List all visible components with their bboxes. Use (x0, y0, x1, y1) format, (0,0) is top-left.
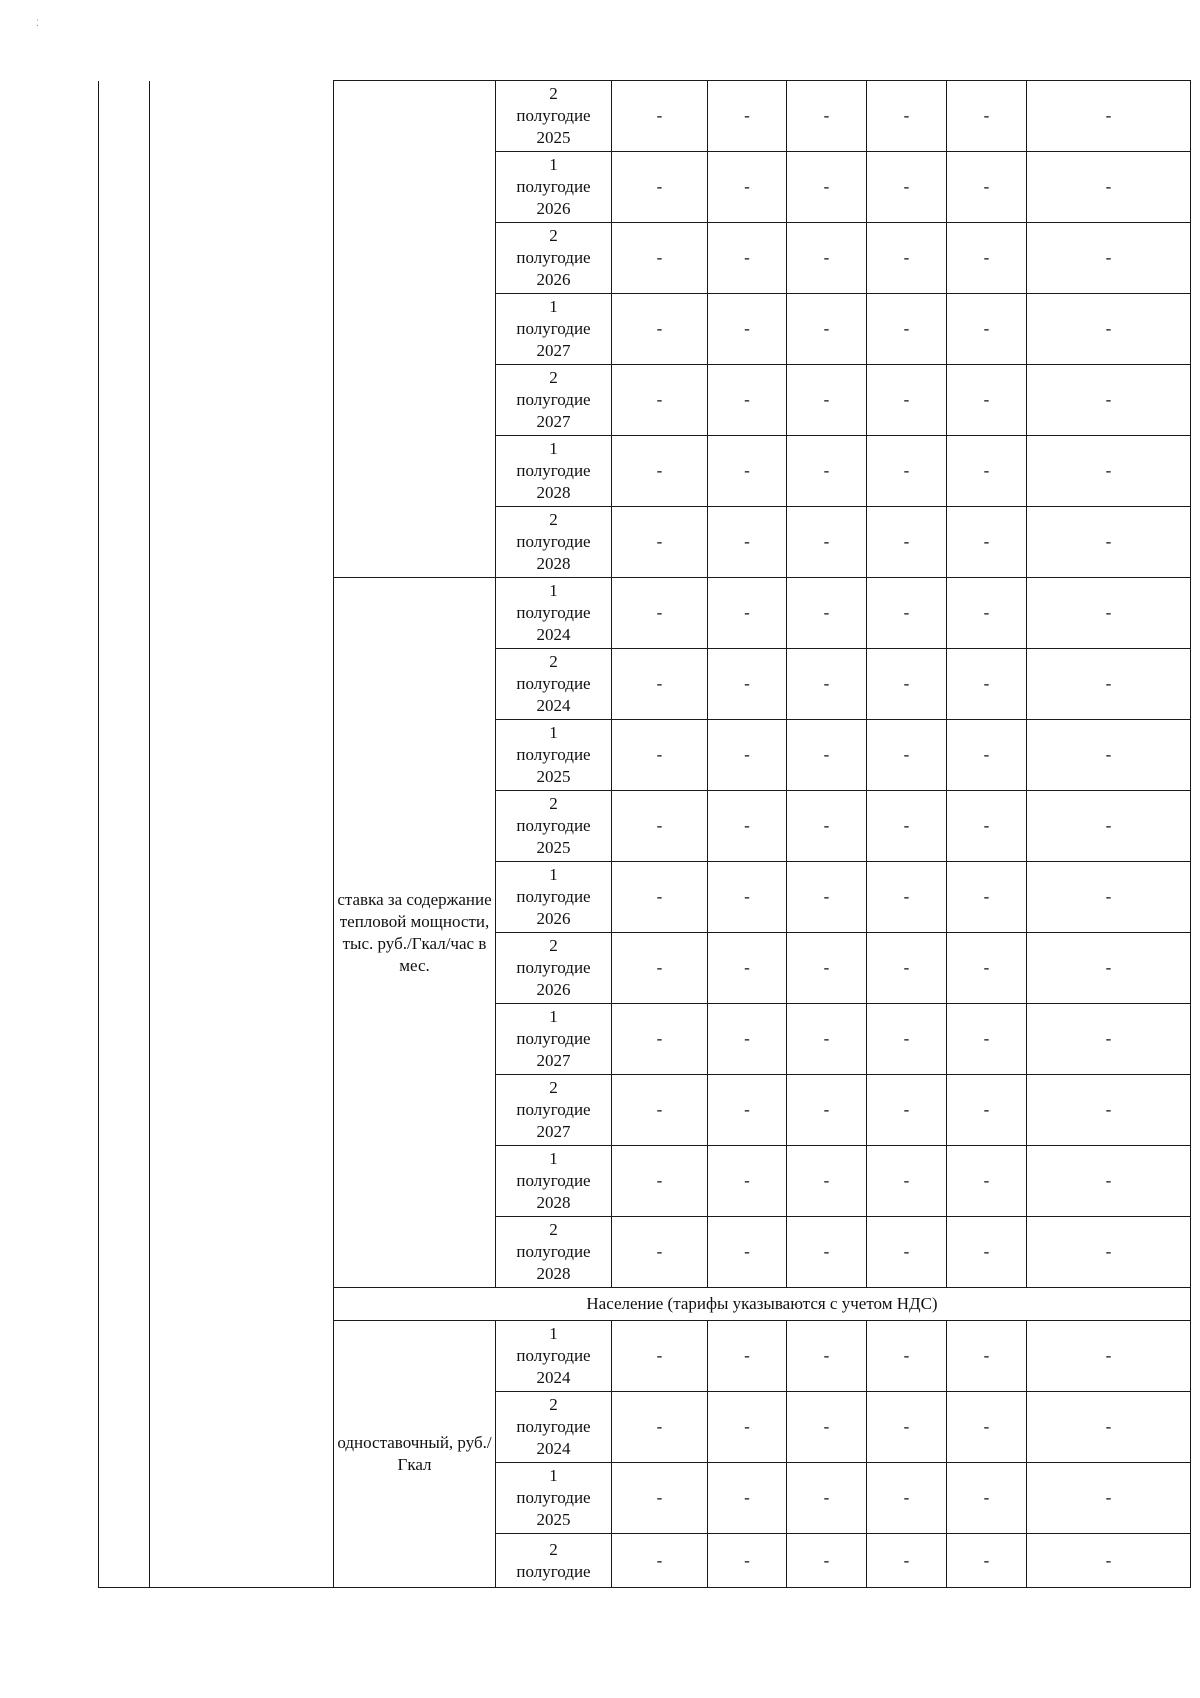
value-cell: - (612, 649, 708, 720)
period-year: 2026 (536, 909, 571, 928)
period-label: полугодие (516, 1029, 591, 1048)
period-num: 1 (549, 1324, 558, 1343)
value-cell: - (1027, 81, 1191, 152)
period-num: 2 (549, 84, 558, 103)
period-cell (496, 649, 612, 720)
value-cell: - (1027, 933, 1191, 1004)
value-cell: - (787, 294, 867, 365)
value-cell: - (1027, 862, 1191, 933)
period-year: 2025 (536, 128, 571, 147)
value-cell: - (1027, 1534, 1191, 1588)
value-cell: - (867, 1217, 947, 1288)
period-num: 2 (549, 1539, 558, 1559)
period-label: полугодие (516, 1346, 591, 1365)
value-cell: - (708, 933, 787, 1004)
value-cell: - (787, 1075, 867, 1146)
value-cell: - (947, 223, 1027, 294)
period-label: полугодие (516, 177, 591, 196)
parameter-cell: ставка за содержание тепловой мощности, тыс. руб./Гкал/час в мес. (334, 578, 496, 1288)
value-cell: - (947, 578, 1027, 649)
value-cell: - (612, 578, 708, 649)
value-cell: - (612, 720, 708, 791)
value-cell: - (867, 294, 947, 365)
period-year: 2028 (536, 1193, 571, 1212)
period-cell (496, 81, 612, 152)
value-cell: - (947, 152, 1027, 223)
tariff-table (98, 80, 1191, 1588)
value-cell: - (1027, 1217, 1191, 1288)
period-year: 2025 (536, 767, 571, 786)
value-cell: - (612, 436, 708, 507)
value-cell: - (708, 81, 787, 152)
period-label: полугодие (516, 1171, 591, 1190)
value-cell: - (787, 223, 867, 294)
value-cell: - (612, 1146, 708, 1217)
value-cell: - (1027, 294, 1191, 365)
period-label: полугодие (516, 106, 591, 125)
period-cell (496, 933, 612, 1004)
period-label: полугодие (516, 887, 591, 906)
value-cell: - (1027, 578, 1191, 649)
value-cell: - (787, 578, 867, 649)
period-year: 2028 (536, 483, 571, 502)
period-num: 1 (549, 723, 558, 742)
period-cell (496, 152, 612, 223)
value-cell: - (867, 1004, 947, 1075)
period-label: полугодие (516, 1417, 591, 1436)
value-cell: - (1027, 791, 1191, 862)
period-num: 2 (549, 510, 558, 529)
value-cell: - (867, 1075, 947, 1146)
value-cell: - (787, 1534, 867, 1588)
value-cell: - (947, 933, 1027, 1004)
value-cell: - (708, 578, 787, 649)
period-year: 2026 (536, 199, 571, 218)
value-cell: - (947, 1075, 1027, 1146)
name-column (150, 81, 334, 1588)
value-cell: - (708, 436, 787, 507)
period-num: 2 (549, 1220, 558, 1239)
period-num: 2 (549, 226, 558, 245)
value-cell: - (947, 1004, 1027, 1075)
value-cell: - (708, 1075, 787, 1146)
value-cell: - (1027, 1004, 1191, 1075)
value-cell: - (1027, 720, 1191, 791)
value-cell: - (612, 1217, 708, 1288)
value-cell: - (612, 294, 708, 365)
period-cell (496, 1392, 612, 1463)
value-cell: - (708, 223, 787, 294)
period-num: 2 (549, 368, 558, 387)
value-cell: - (947, 1534, 1027, 1588)
period-year: 2025 (536, 838, 571, 857)
period-year: 2024 (536, 696, 571, 715)
period-label: полугодие (516, 1100, 591, 1119)
value-cell: - (947, 1463, 1027, 1534)
value-cell: - (708, 720, 787, 791)
period-label: полугодие (516, 816, 591, 835)
period-cell (496, 862, 612, 933)
table-row (99, 81, 1191, 152)
value-cell: - (708, 1463, 787, 1534)
period-label: полугодие (516, 1242, 591, 1261)
value-cell: - (612, 1463, 708, 1534)
period-year: 2024 (536, 1439, 571, 1458)
value-cell: - (1027, 1146, 1191, 1217)
value-cell: - (787, 862, 867, 933)
period-cell (496, 1075, 612, 1146)
period-cell (496, 1321, 612, 1392)
value-cell: - (947, 1217, 1027, 1288)
period-cell (496, 720, 612, 791)
value-cell: - (1027, 1075, 1191, 1146)
value-cell: - (1027, 1392, 1191, 1463)
value-cell: - (787, 436, 867, 507)
period-year: 2027 (536, 412, 571, 431)
value-cell: - (708, 1004, 787, 1075)
value-cell: - (612, 1004, 708, 1075)
period-num: 2 (549, 652, 558, 671)
period-num: 2 (549, 936, 558, 955)
period-cell (496, 507, 612, 578)
value-cell: - (612, 1075, 708, 1146)
value-cell: - (867, 791, 947, 862)
value-cell: - (787, 649, 867, 720)
value-cell: - (867, 933, 947, 1004)
value-cell: - (947, 862, 1027, 933)
value-cell: - (787, 1217, 867, 1288)
period-year: 2027 (536, 1051, 571, 1070)
value-cell: - (787, 1321, 867, 1392)
period-cell (496, 1463, 612, 1534)
value-cell: - (787, 1146, 867, 1217)
value-cell: - (708, 791, 787, 862)
section-title: Население (тарифы указываются с учетом НДС) (334, 1288, 1191, 1321)
value-cell: - (947, 81, 1027, 152)
value-cell: - (612, 862, 708, 933)
value-cell: - (1027, 223, 1191, 294)
period-year: 2026 (536, 270, 571, 289)
value-cell: - (708, 1146, 787, 1217)
period-num: 2 (549, 1078, 558, 1097)
value-cell: - (1027, 1321, 1191, 1392)
value-cell: - (708, 1534, 787, 1588)
period-num: 1 (549, 155, 558, 174)
value-cell: - (612, 507, 708, 578)
period-num: 1 (549, 1466, 558, 1485)
value-cell: - (787, 1004, 867, 1075)
value-cell: - (947, 649, 1027, 720)
period-num: 1 (549, 297, 558, 316)
period-year: 2028 (536, 1264, 571, 1283)
value-cell: - (947, 1392, 1027, 1463)
value-cell: - (708, 152, 787, 223)
period-cell (496, 1004, 612, 1075)
period-label: полугодие (516, 532, 591, 551)
period-label: полугодие (516, 1561, 591, 1581)
value-cell: - (947, 507, 1027, 578)
value-cell: - (787, 365, 867, 436)
value-cell: - (787, 152, 867, 223)
value-cell: - (947, 1146, 1027, 1217)
period-label: полугодие (516, 674, 591, 693)
value-cell: - (947, 791, 1027, 862)
parameter-cell: одноставочный, руб./Гкал (334, 1321, 496, 1588)
scan-speck: ⁚ (36, 18, 39, 28)
period-cell (496, 1217, 612, 1288)
period-num: 1 (549, 581, 558, 600)
value-cell: - (708, 862, 787, 933)
value-cell: - (867, 223, 947, 294)
period-year: 2025 (536, 1510, 571, 1529)
period-year: 2026 (536, 980, 571, 999)
period-label: полугодие (516, 390, 591, 409)
value-cell: - (1027, 1463, 1191, 1534)
period-label: полугодие (516, 745, 591, 764)
value-cell: - (612, 1392, 708, 1463)
period-label: полугодие (516, 958, 591, 977)
period-cell (496, 365, 612, 436)
period-year: 2024 (536, 625, 571, 644)
value-cell: - (867, 649, 947, 720)
period-year: 2027 (536, 1122, 571, 1141)
value-cell: - (867, 81, 947, 152)
value-cell: - (947, 294, 1027, 365)
value-cell: - (708, 294, 787, 365)
value-cell: - (787, 1463, 867, 1534)
value-cell: - (708, 365, 787, 436)
period-cell (496, 294, 612, 365)
value-cell: - (708, 1392, 787, 1463)
period-cell (496, 1534, 612, 1588)
period-num: 1 (549, 1149, 558, 1168)
value-cell: - (867, 152, 947, 223)
period-num: 1 (549, 865, 558, 884)
value-cell: - (867, 365, 947, 436)
period-label: полугодие (516, 603, 591, 622)
period-num: 2 (549, 1395, 558, 1414)
value-cell: - (612, 223, 708, 294)
value-cell: - (867, 1146, 947, 1217)
period-cell (496, 791, 612, 862)
value-cell: - (708, 1217, 787, 1288)
period-cell (496, 436, 612, 507)
value-cell: - (708, 1321, 787, 1392)
value-cell: - (787, 791, 867, 862)
value-cell: - (867, 507, 947, 578)
value-cell: - (612, 365, 708, 436)
value-cell: - (867, 1534, 947, 1588)
value-cell: - (867, 1463, 947, 1534)
value-cell: - (612, 933, 708, 1004)
value-cell: - (947, 1321, 1027, 1392)
value-cell: - (867, 578, 947, 649)
period-label: полугодие (516, 461, 591, 480)
value-cell: - (867, 720, 947, 791)
value-cell: - (867, 862, 947, 933)
value-cell: - (1027, 152, 1191, 223)
period-cell (496, 223, 612, 294)
period-year: 2028 (536, 554, 571, 573)
value-cell: - (867, 1392, 947, 1463)
value-cell: - (1027, 436, 1191, 507)
value-cell: - (947, 720, 1027, 791)
period-label: полугодие (516, 248, 591, 267)
parameter-cell (334, 81, 496, 578)
value-cell: - (612, 152, 708, 223)
value-cell: - (1027, 649, 1191, 720)
value-cell: - (708, 649, 787, 720)
period-num: 1 (549, 1007, 558, 1026)
number-column (99, 81, 150, 1588)
value-cell: - (612, 1321, 708, 1392)
period-cell (496, 578, 612, 649)
value-cell: - (787, 81, 867, 152)
period-year: 2024 (536, 1368, 571, 1387)
period-year: 2027 (536, 341, 571, 360)
period-label: полугодие (516, 1488, 591, 1507)
value-cell: - (1027, 507, 1191, 578)
value-cell: - (1027, 365, 1191, 436)
value-cell: - (612, 1534, 708, 1588)
value-cell: - (708, 507, 787, 578)
period-cell (496, 1146, 612, 1217)
table-body (99, 81, 1191, 1588)
period-label: полугодие (516, 319, 591, 338)
value-cell: - (612, 81, 708, 152)
value-cell: - (867, 1321, 947, 1392)
period-num: 1 (549, 439, 558, 458)
period-num: 2 (549, 794, 558, 813)
value-cell: - (612, 791, 708, 862)
value-cell: - (787, 507, 867, 578)
value-cell: - (947, 365, 1027, 436)
value-cell: - (787, 933, 867, 1004)
value-cell: - (787, 720, 867, 791)
value-cell: - (787, 1392, 867, 1463)
value-cell: - (867, 436, 947, 507)
value-cell: - (947, 436, 1027, 507)
